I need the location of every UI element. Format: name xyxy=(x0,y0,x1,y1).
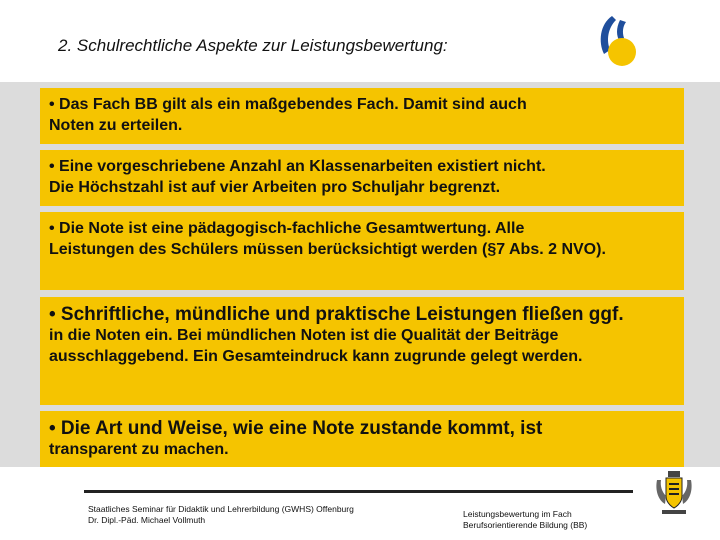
seminar-logo-icon xyxy=(590,14,640,70)
bullet-box-3 xyxy=(40,212,684,290)
footer-right xyxy=(463,509,587,531)
bullet-5-line1: • Die Art und Weise, wie eine Note zustande kommt, ist xyxy=(49,418,543,439)
slide-title: 2. Schulrechtliche Aspekte zur Leistungsbewertung: xyxy=(58,36,448,55)
bullet-box-5 xyxy=(40,411,684,467)
bullet-3-rest: Leistungen des Schülers müssen berücksichtigt werden (§7 Abs. 2 NVO). xyxy=(49,241,606,258)
footer-left xyxy=(88,504,354,526)
bullet-2-line1: • Eine vorgeschriebene Anzahl an Klassenarbeiten existiert nicht. xyxy=(49,158,546,175)
bullet-5-rest: transparent zu machen. xyxy=(49,441,229,458)
bullet-1-rest: Noten zu erteilen. xyxy=(49,117,183,134)
footer-left-line2: Dr. Dipl.-Päd. Michael Vollmuth xyxy=(88,515,206,525)
bullet-1-line1: • Das Fach BB gilt als ein maßgebendes Fach. Damit sind auch xyxy=(49,96,527,113)
bullet-2-rest: Die Höchstzahl ist auf vier Arbeiten pro Schuljahr begrenzt. xyxy=(49,179,501,196)
footer-left-line1: Staatliches Seminar für Didaktik und Lehrerbildung (GWHS) Offenburg xyxy=(88,504,354,514)
footer-right-line1: Leistungsbewertung im Fach xyxy=(463,509,572,519)
bullet-3-line1: • Die Note ist eine pädagogisch-fachliche Gesamtwertung. Alle xyxy=(49,220,525,237)
bullet-4-line1: • Schriftliche, mündliche und praktische Leistungen fließen ggf. xyxy=(49,304,624,325)
bullet-box-2 xyxy=(40,150,684,206)
bullet-box-4 xyxy=(40,297,684,405)
footer-divider xyxy=(84,490,633,493)
bullet-4-rest: in die Noten ein. Bei mündlichen Noten ist die Qualität der Beiträge ausschlaggebend. Ein Gesamteindruck kann zugrunde gelegt werden. xyxy=(49,327,583,365)
coat-of-arms-icon xyxy=(654,470,694,518)
footer-right-line2: Berufsorientierende Bildung (BB) xyxy=(463,520,588,530)
bullet-box-1 xyxy=(40,88,684,144)
